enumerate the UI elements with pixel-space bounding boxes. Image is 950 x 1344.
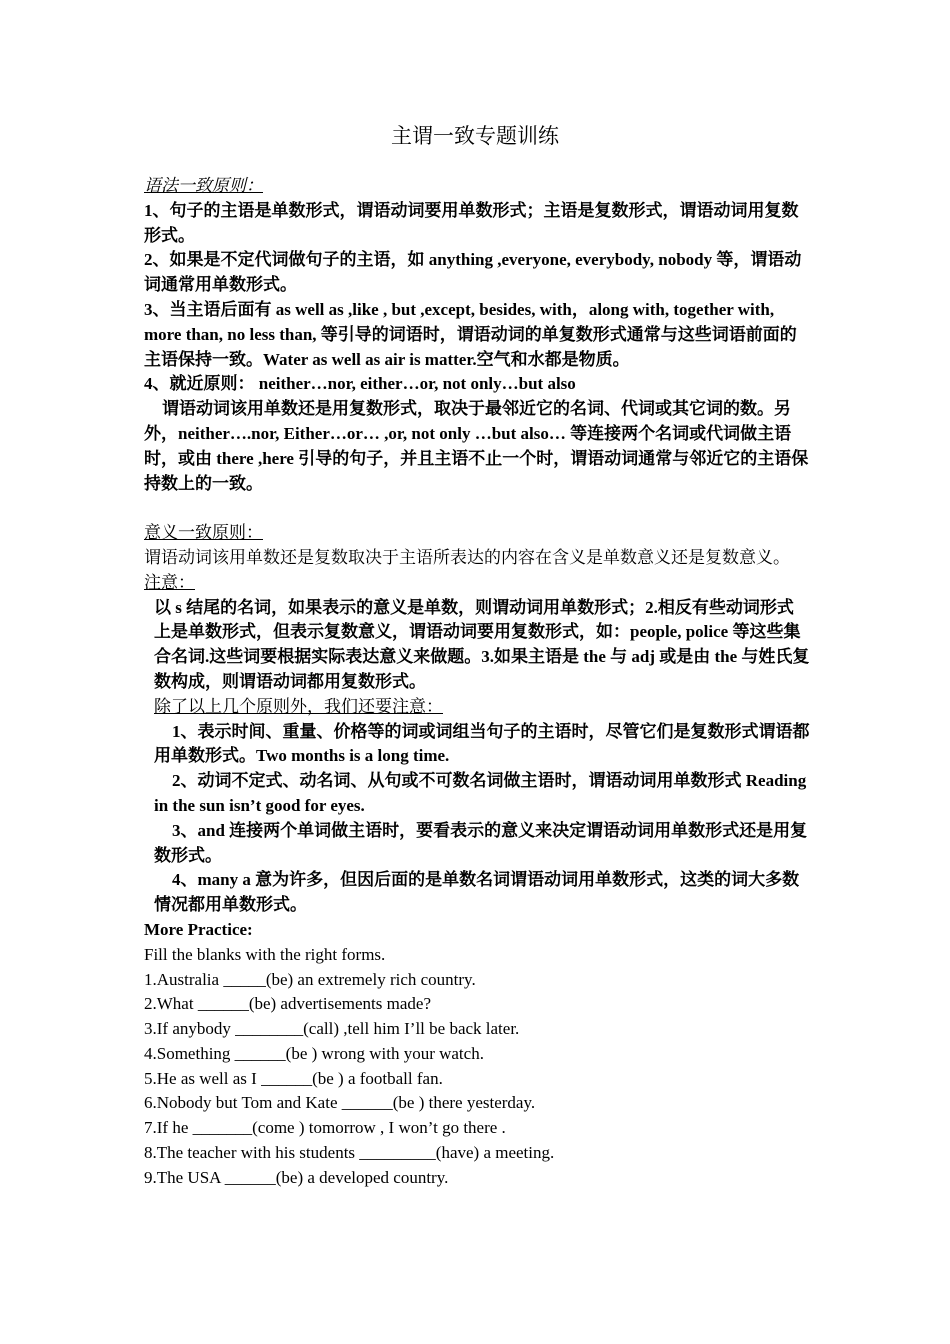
meaning-heading: 意义一致原则： — [144, 523, 263, 543]
practice-item-1: 1.Australia _____(be) an extremely rich country. — [144, 969, 476, 989]
besides-item-1: 1、表示时间、重量、价格等的词或词组当句子的主语时，尽管它们是复数形式谓语都用单数形式。Two months is a long time. — [154, 721, 810, 766]
grammar-heading: 语法一致原则： — [144, 176, 263, 195]
grammar-rule-4: 4、就近原则： neither…nor, either…or, not only…but also — [144, 374, 576, 394]
note-text: 以 s 结尾的名词，如果表示的意义是单数，则谓动词用单数形式；2.相反有些动词形式上是单数形式，但表示复数意义，谓语动词要用复数形式，如：people, police 等这些集合名词.这些词要根据实际表达意义来做题。3.如果主语是 the 与 adj 或是由 the 与姓氏复数构成，则谓语动词都用复数形式。 — [154, 597, 810, 691]
practice-item-9: 9.The USA ______(be) a developed country. — [144, 1167, 449, 1187]
document-body — [144, 174, 810, 1191]
grammar-rule-2: 2、如果是不定代词做句子的主语，如 anything ,everyone, everybody, nobody 等，谓语动词通常用单数形式。 — [144, 250, 802, 295]
document-title: 主谓一致专题训练 — [391, 124, 559, 148]
practice-item-7: 7.If he _______(come ) tomorrow , I won’t go there . — [144, 1118, 506, 1138]
practice-item-4: 4.Something ______(be ) wrong with your watch. — [144, 1043, 484, 1063]
spacer — [144, 496, 810, 521]
meaning-text: 谓语动词该用单数还是复数取决于主语所表达的内容在含义是单数意义还是复数意义。 — [144, 547, 790, 567]
note-heading: 注意： — [144, 572, 195, 592]
besides-item-2: 2、动词不定式、动名词、从句或不可数名词做主语时，谓语动词用单数形式 Reading in the sun isn’t good for eyes. — [154, 771, 807, 815]
practice-item-2: 2.What ______(be) advertisements made? — [144, 994, 432, 1014]
besides-heading: 除了以上几个原则外，我们还要注意： — [154, 696, 443, 716]
practice-instruction: Fill the blanks with the right forms. — [144, 944, 386, 964]
besides-item-4: 4、many a 意为许多，但因后面的是单数名词谓语动词用单数形式，这类的词大多数情况都用单数形式。 — [154, 870, 800, 915]
grammar-rule-4-detail: 谓语动词该用单数还是用复数形式，取决于最邻近它的名词、代词或其它词的数。另外，neither….nor, Either…or… ,or, not only …but also… 等连接两个名词或代词做主语时，或由 there ,here 引导的句子，并且主语不止一个时，谓语动词通常与邻近它的主语保持数上的一致。 — [144, 399, 809, 493]
grammar-rule-1: 1、句子的主语是单数形式，谓语动词要用单数形式；主语是复数形式，谓语动词用复数形式。 — [144, 200, 799, 245]
practice-item-3: 3.If anybody ________(call) ,tell him I’ll be back later. — [144, 1019, 520, 1039]
practice-item-8: 8.The teacher with his students _________(have) a meeting. — [144, 1143, 555, 1163]
practice-heading: More Practice: — [144, 919, 253, 939]
grammar-rule-3: 3、当主语后面有 as well as ,like , but ,except, besides, with，along with, together with, more than, no less than, 等引导的词语时，谓语动词的单复数形式通常与这些词语前面的主语保持一致。Water as well as air is matter.空气和水都是物质。 — [144, 299, 797, 369]
practice-item-6: 6.Nobody but Tom and Kate ______(be ) there yesterday. — [144, 1093, 536, 1113]
besides-item-3: 3、and 连接两个单词做主语时，要看表示的意义来决定谓语动词用单数形式还是用复数形式。 — [154, 820, 808, 865]
practice-item-5: 5.He as well as I ______(be ) a football fan. — [144, 1068, 443, 1088]
